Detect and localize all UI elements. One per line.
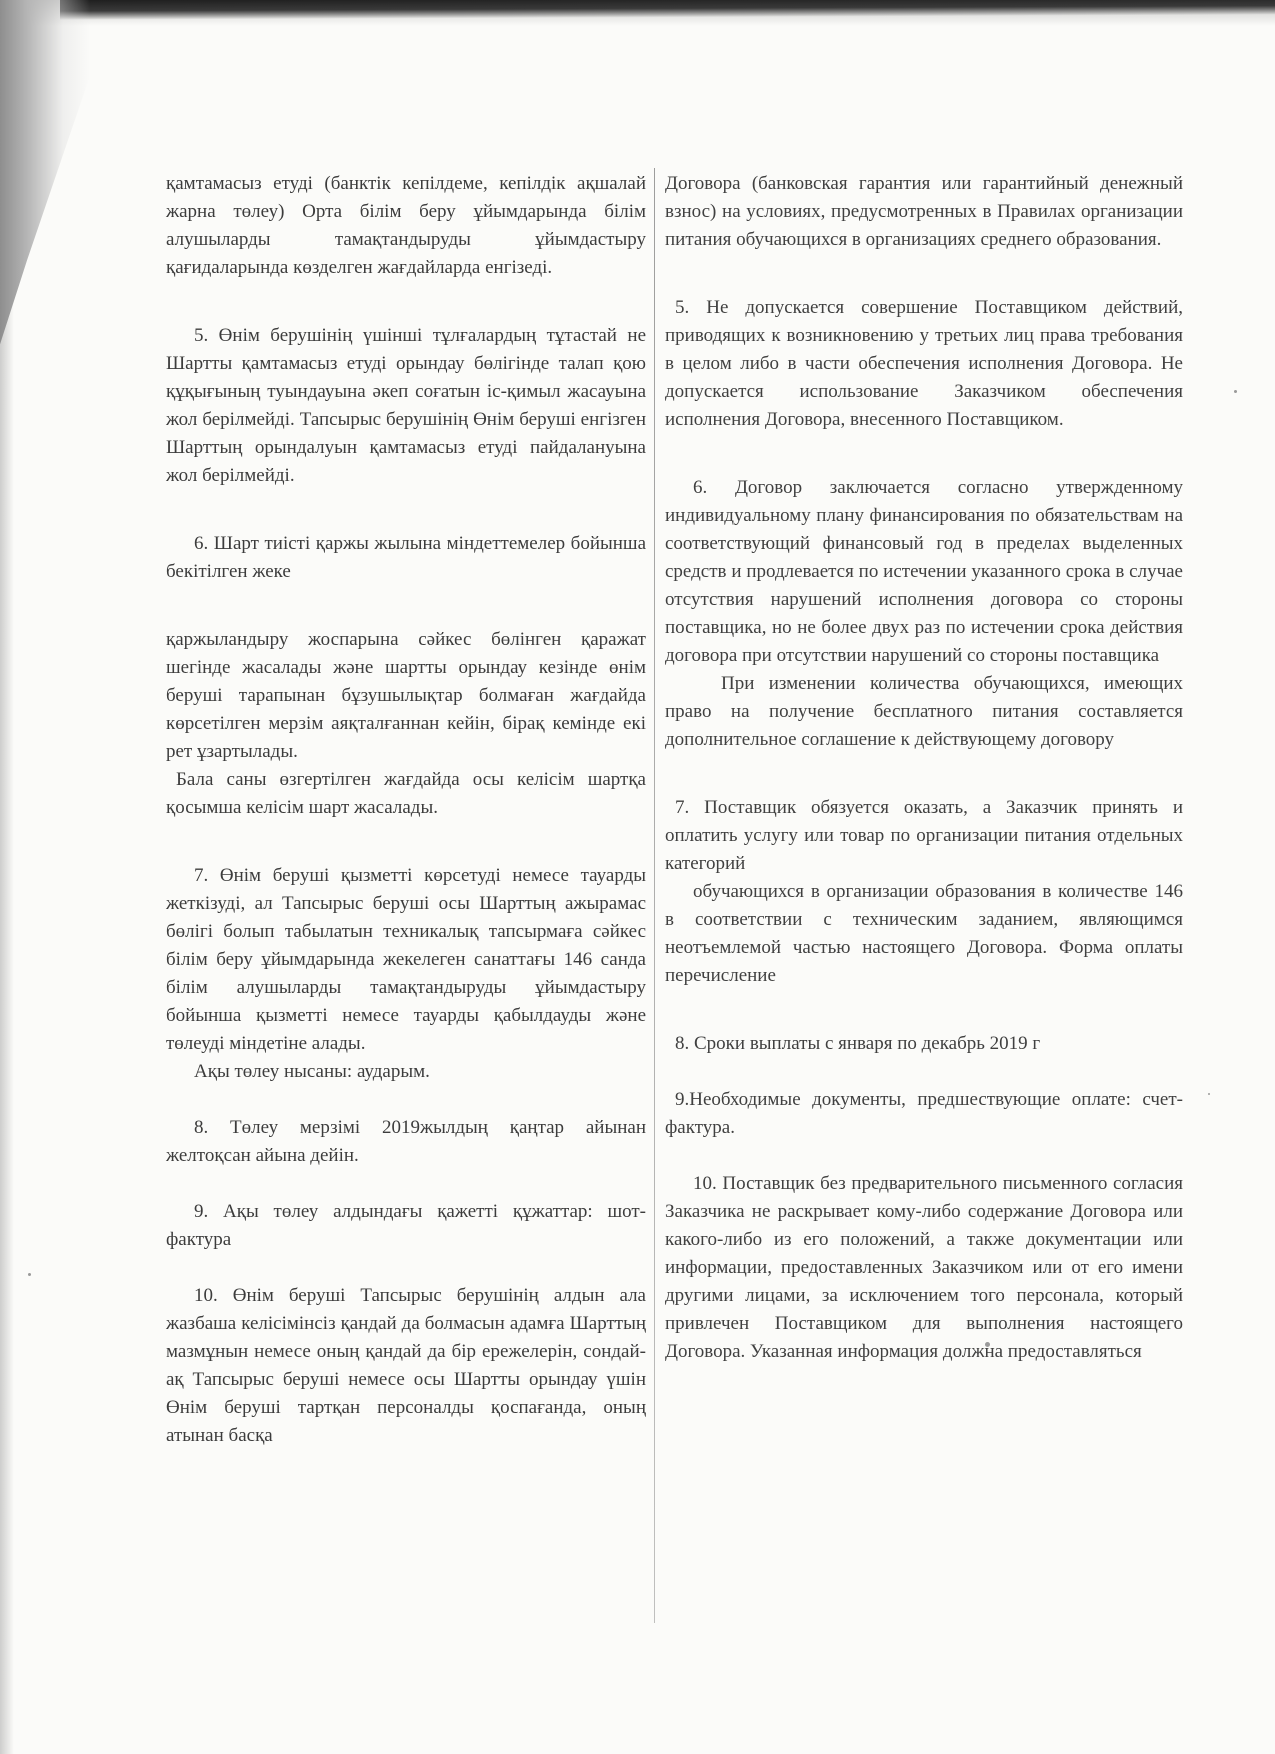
kazakh-column <box>166 170 646 1450</box>
scan-speck <box>28 1273 31 1276</box>
scan-speck <box>1234 390 1237 393</box>
ru-paragraph-8: 8. Сроки выплаты с января по декабрь 2019 г <box>675 1033 1041 1054</box>
ru-paragraph-4-continued: Договора (банковская гарантия или гарантийный денежный взнос) на условиях, предусмотренных в Правилах организации питания обучающихся в организациях среднего образования. <box>665 173 1183 250</box>
kz-paragraph-6: 6. Шарт тиісті қаржы жылына міндеттемелер бойынша бекітілген жеке <box>166 533 646 582</box>
ru-paragraph-6: 6. Договор заключается согласно утвержденному индивидуальному плану финансирования по обязательствам на соответствующий финансовый год в пределах выделенных средств и продлевается по истечении указанного срока в случае отсутствия нарушений исполнения договора со стороны поставщика, но не более двух раз по истечении срока действия договора при отсутствии нарушений со стороны поставщика <box>665 477 1183 666</box>
ru-paragraph-10: 10. Поставщик без предварительного письменного согласия Заказчика не раскрывает кому-либо содержание Договора или какого-либо из его положений, а также документации или информации, предоставленных Заказчиком или от его имени другими лицами, за исключением того персонала, который привлечен Поставщиком для выполнения настоящего Договора. Указанная информация должна предоставляться <box>665 1173 1183 1362</box>
kz-paragraph-7: 7. Өнім беруші қызметті көрсетуді немесе тауарды жеткізуді, ал Тапсырыс беруші осы Шарттың ажырамас бөлігі болып табылатын техникалық тапсырмаға сәйкес білім беру ұйымдарында жекелеген санаттағы 146 санда білім алушыларды тамақтандыруды ұйымдастыру бойынша қызметті немесе тауарды қабылдауды және төлеуді міндетіне алады. <box>166 865 646 1054</box>
column-divider <box>654 168 655 1623</box>
kz-paragraph-6-continued: қаржыландыру жоспарына сәйкес бөлінген қаражат шегінде жасалады және шартты орындау кезінде өнім беруші тарапынан бұзушылықтар болмаған жағдайда көрсетілген мерзім аяқталғаннан кейін, бірақ кемінде екі рет ұзартылады. <box>166 629 646 762</box>
russian-column <box>665 170 1183 1366</box>
ru-paragraph-5: 5. Не допускается совершение Поставщиком действий, приводящих к возникновению у третьих лиц права требования в целом либо в части обеспечения исполнения Договора. Не допускается использование Заказчиком обеспечения исполнения Договора, внесенного Поставщиком. <box>665 297 1183 430</box>
kz-paragraph-9: 9. Ақы төлеу алдындағы қажетті құжаттар: шот-фактура <box>166 1201 646 1250</box>
ru-paragraph-6-note: При изменении количества обучающихся, имеющих право на получение бесплатного питания составляется дополнительное соглашение к действующему договору <box>665 673 1183 750</box>
ru-paragraph-7: 7. Поставщик обязуется оказать, а Заказчик принять и оплатить услугу или товар по организации питания отдельных категорий <box>665 797 1183 874</box>
scan-speck <box>1208 1093 1210 1095</box>
kz-payment-form: Ақы төлеу нысаны: аударым. <box>194 1061 430 1082</box>
kz-paragraph-4-continued: қамтамасыз етуді (банктік кепілдеме, кепілдік ақшалай жарна төлеу) Орта білім беру ұйымдарында білім алушыларды тамақтандыруды ұйымдастыру қағидаларында көзделген жағдайларда енгізеді. <box>166 173 646 278</box>
kz-paragraph-8: 8. Төлеу мерзімі 2019жылдың қаңтар айынан желтоқсан айына дейін. <box>166 1117 646 1166</box>
ru-paragraph-9: 9.Необходимые документы, предшествующие оплате: счет-фактура. <box>665 1089 1183 1138</box>
kz-paragraph-10: 10. Өнім беруші Тапсырыс берушінің алдын ала жазбаша келісімінсіз қандай да болмасын адамға Шарттың мазмұнын немесе оның қандай да бір ережелерін, сондай-ақ Тапсырыс беруші немесе осы Шартты орындау үшін Өнім беруші тартқан персоналды қоспағанда, оның атынан басқа <box>166 1285 646 1446</box>
kz-paragraph-5: 5. Өнім берушінің үшінші тұлғалардың тұтастай не Шартты қамтамасыз етуді орындау бөлігінде талап қою құқығының туындауына әкеп соғатын іс-қимыл жасауына жол берілмейді. Тапсырыс берушінің Өнім беруші енгізген Шарттың орындалуын қамтамасыз етуді пайдалануына жол берілмейді. <box>166 325 646 486</box>
kz-paragraph-6-note: Бала саны өзгертілген жағдайда осы келісім шартқа қосымша келісім шарт жасалады. <box>166 769 646 818</box>
ru-paragraph-7-continued: обучающихся в организации образования в количестве 146 в соответствии с техническим заданием, являющимся неотъемлемой частью настоящего Договора. Форма оплаты перечисление <box>665 881 1183 986</box>
